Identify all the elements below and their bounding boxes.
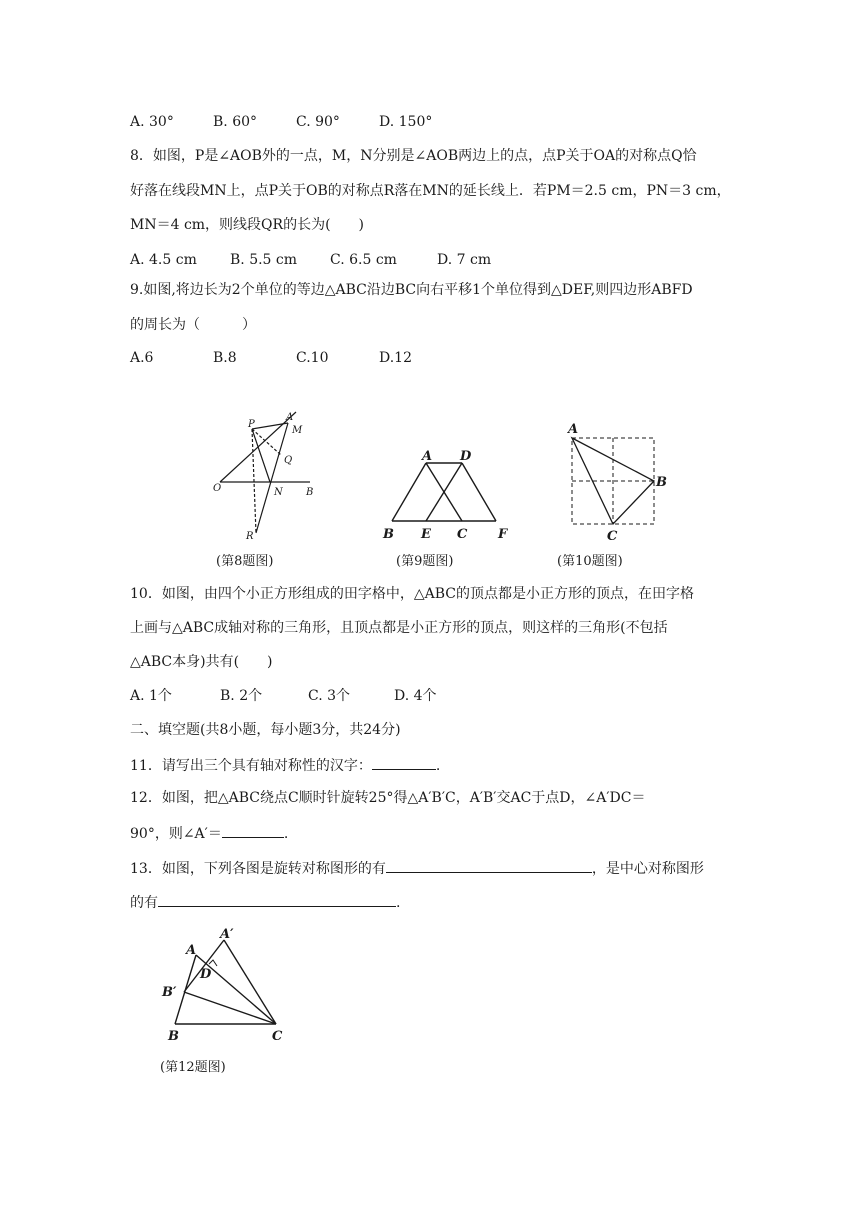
label-p: P	[248, 419, 255, 430]
figure-12-caption: (第12题图)	[160, 1060, 226, 1075]
q10-options	[130, 686, 437, 706]
label-c: C	[607, 529, 618, 544]
q8-option-c: C. 6.5 cm	[330, 252, 397, 268]
q13-line-1-text: 13．如图，下列各图是旋转对称图形的有	[130, 861, 386, 877]
label-q: Q	[284, 455, 293, 466]
q8-option-a: A. 4.5 cm	[130, 252, 197, 268]
segment-pm	[252, 423, 288, 429]
figure-8	[210, 405, 330, 545]
figure-10	[562, 418, 682, 548]
label-a: A	[186, 943, 197, 958]
q13-end: .	[396, 895, 401, 911]
q8-option-b: B. 5.5 cm	[230, 252, 298, 268]
q9-options	[130, 348, 412, 368]
label-b-prime: B′	[162, 985, 177, 1000]
q10-line-2: 上画与△ABC成轴对称的三角形，且顶点都是小正方形的顶点，则这样的三角形(不包括	[130, 620, 668, 636]
q9-line-1: 9.如图,将边长为2个单位的等边△ABC沿边BC向右平移1个单位得到△DEF,则四边形ABFD	[130, 282, 693, 298]
segment-a-prime-c	[224, 940, 276, 1024]
label-a: A	[286, 412, 294, 423]
label-a: A	[568, 422, 579, 437]
segment-ab	[392, 463, 426, 521]
q13-answer-blank-2[interactable]	[158, 891, 396, 907]
q11-text: 11．请写出三个具有轴对称性的汉字：	[130, 758, 372, 774]
label-c: C	[272, 1029, 283, 1044]
label-d: D	[200, 967, 212, 982]
figure-9-caption: (第9题图)	[396, 554, 454, 569]
figure-12	[160, 922, 300, 1047]
q8-option-d: D. 7 cm	[437, 252, 492, 268]
label-b: B	[168, 1029, 179, 1044]
q7-options	[130, 112, 432, 132]
q12-line-1: 12．如图，把△ABC绕点C顺时针旋转25°得△A′B′C，A′B′交AC于点D，∠A′DC＝	[130, 790, 646, 806]
q9-line-2: 的周长为（ ）	[130, 317, 256, 333]
label-b: B	[383, 527, 394, 542]
q10-option-a: A. 1个	[130, 688, 172, 704]
q7-option-b: B. 60°	[213, 114, 258, 130]
q11	[130, 754, 440, 776]
q8-line-2: 好落在线段MN上，点P关于OB的对称点R落在MN的延长线上．若PM＝2.5 cm，PN＝3 cm，	[130, 183, 731, 199]
q13-line-1-end: ，是中心对称图形	[591, 861, 704, 877]
q13-line-1	[130, 857, 704, 879]
label-b: B	[656, 475, 667, 490]
figure-8-diagram	[210, 405, 330, 545]
label-o: O	[213, 483, 222, 494]
label-a-prime: A′	[220, 927, 234, 942]
segment-pr	[252, 429, 256, 533]
q13-line-2	[130, 891, 400, 913]
segment-df	[462, 463, 496, 521]
q13-line-2-text: 的有	[130, 895, 158, 911]
q12-end: .	[283, 826, 289, 842]
q8-line-1: 8．如图，P是∠AOB外的一点，M，N分别是∠AOB两边上的点，点P关于OA的对称点Q恰	[130, 148, 697, 164]
q11-answer-blank[interactable]	[372, 754, 436, 770]
label-c: C	[457, 527, 468, 542]
figure-12-diagram	[160, 922, 300, 1047]
q12-answer-blank[interactable]	[222, 822, 284, 838]
segment-mr	[256, 423, 288, 533]
q12-line-2	[130, 822, 288, 844]
q8-options	[130, 250, 491, 270]
q9-option-b: B.8	[213, 350, 237, 366]
q9-option-a: A.6	[130, 350, 154, 366]
segment-ac	[196, 955, 276, 1024]
figure-8-caption: (第8题图)	[216, 554, 274, 569]
label-e: E	[421, 527, 431, 542]
q7-option-c: C. 90°	[296, 114, 340, 130]
q10-option-c: C. 3个	[308, 688, 351, 704]
label-n: N	[274, 487, 283, 498]
section-2-heading: 二、填空题(共8小题，每小题3分，共24分)	[130, 722, 401, 738]
segment-b-prime-c	[184, 992, 276, 1024]
label-b: B	[306, 487, 314, 498]
label-m: M	[292, 425, 303, 436]
q9-option-c: C.10	[296, 350, 329, 366]
q10-option-b: B. 2个	[220, 688, 263, 704]
figure-10-diagram	[562, 418, 682, 548]
figure-9	[378, 446, 518, 546]
label-a: A	[422, 449, 433, 464]
label-r: R	[246, 531, 254, 542]
q8-line-3: MN＝4 cm，则线段QR的长为( )	[130, 217, 365, 233]
q10-line-3: △ABC本身)共有( )	[130, 654, 273, 670]
q12-line-2-text: 90°，则∠A′＝	[130, 826, 222, 842]
q10-line-1: 10．如图，由四个小正方形组成的田字格中，△ABC的顶点都是小正方形的顶点，在田字格	[130, 586, 694, 602]
figure-9-diagram	[378, 446, 518, 546]
q10-option-d: D. 4个	[394, 688, 437, 704]
q7-option-a: A. 30°	[130, 114, 174, 130]
q7-option-d: D. 150°	[379, 114, 433, 130]
q9-option-d: D.12	[379, 350, 412, 366]
q13-answer-blank-1[interactable]	[386, 857, 592, 873]
label-d: D	[460, 449, 472, 464]
right-angle-mark	[209, 960, 217, 966]
label-f: F	[498, 527, 508, 542]
q11-end: .	[435, 758, 441, 774]
figure-10-caption: (第10题图)	[557, 554, 623, 569]
